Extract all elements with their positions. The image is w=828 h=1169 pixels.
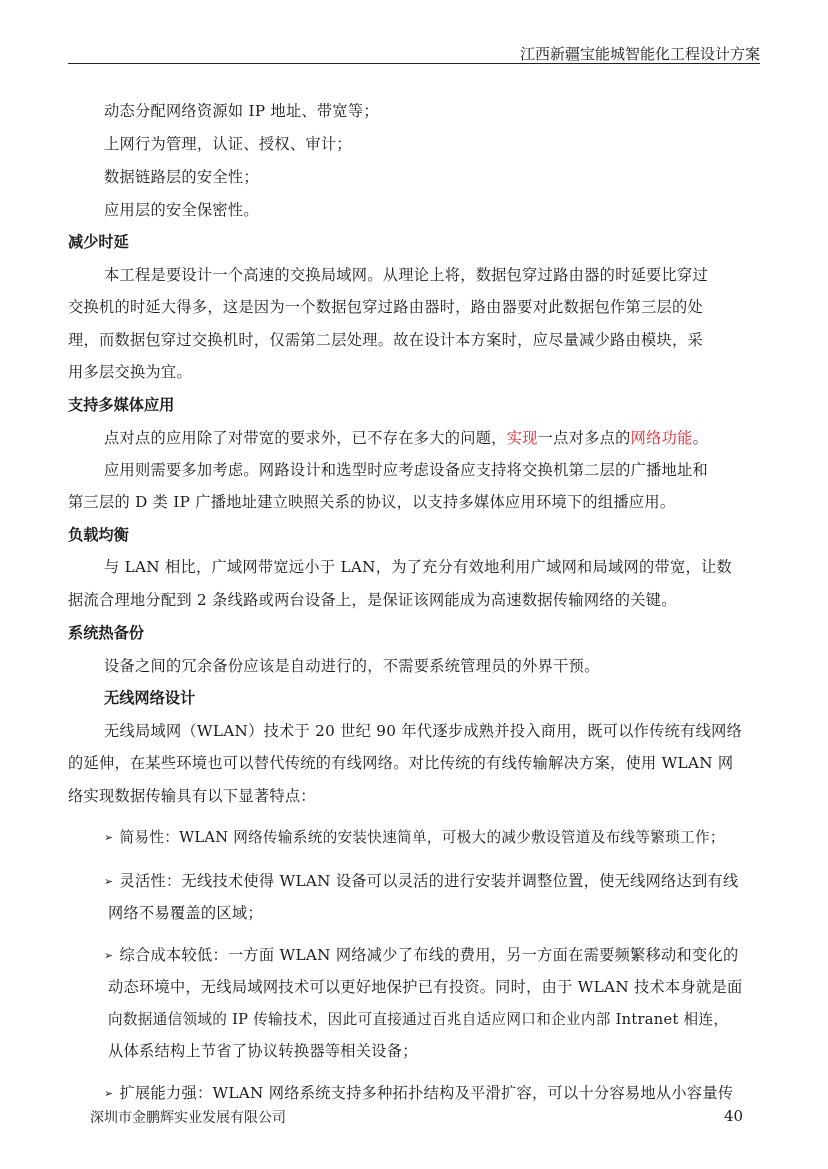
section-heading: 系统热备份 — [68, 624, 144, 642]
text-line: 从体系结构上节省了协议转换器等相关设备； — [108, 1042, 418, 1060]
header-rule — [68, 63, 760, 64]
page-number: 40 — [724, 1107, 744, 1125]
list-item — [104, 944, 739, 965]
text-line: 络实现数据传输具有以下显著特点： — [68, 787, 316, 805]
text-line: 应用层的安全保密性。 — [104, 201, 259, 219]
arrow-bullet-icon: ➢ — [104, 949, 114, 962]
text-segment: 。 — [692, 429, 709, 447]
section-heading: 减少时延 — [68, 233, 129, 251]
section-heading: 无线网络设计 — [104, 689, 196, 707]
arrow-bullet-icon: ➢ — [104, 831, 114, 844]
text-segment: 点对点的应用除了对带宽的要求外，已不存在多大的问题， — [104, 429, 507, 447]
text-line: 与 LAN 相比，广域网带宽远小于 LAN，为了充分有效地利用广域网和局域网的带宽，让数 — [104, 558, 732, 576]
highlight-text: 网络功能 — [630, 429, 693, 447]
arrow-bullet-icon: ➢ — [104, 875, 114, 888]
text-line: 网络不易覆盖的区域； — [108, 904, 263, 922]
text-line: 的延伸，在某些环境也可以替代传统的有线网络。对比传统的有线传输解决方案，使用 WLAN 网 — [68, 754, 734, 772]
list-item-text: 扩展能力强：WLAN 网络系统支持多种拓扑结构及平滑扩容，可以十分容易地从小容量传 — [119, 1084, 734, 1102]
header-title: 江西新疆宝能城智能化工程设计方案 — [519, 45, 760, 63]
section-heading: 支持多媒体应用 — [68, 396, 175, 414]
list-item — [104, 870, 739, 891]
text-line: 数据链路层的安全性； — [104, 168, 259, 186]
text-line: 理，而数据包穿过交换机时，仅需第二层处理。故在设计本方案时，应尽量减少路由模块，采 — [68, 331, 703, 349]
text-line: 设备之间的冗余备份应该是自动进行的，不需要系统管理员的外界干预。 — [104, 657, 600, 675]
text-line: 动态环境中，无线局域网技术可以更好地保护已有投资。同时，由于 WLAN 技术本身就是面 — [108, 978, 743, 996]
text-line: 用多层交换为宜。 — [68, 363, 192, 381]
text-line: 交换机的时延大得多，这是因为一个数据包穿过路由器时，路由器要对此数据包作第三层的处 — [68, 298, 703, 316]
highlight-text: 实现 — [506, 429, 538, 447]
section-heading: 负载均衡 — [68, 526, 129, 544]
list-item-text: 简易性：WLAN 网络传输系统的安装快速简单，可极大的减少敷设管道及布线等繁琐工作； — [119, 829, 725, 846]
text-line: 应用则需要多加考虑。网路设计和选型时应考虑设备应支持将交换机第二层的广播地址和 — [104, 461, 709, 479]
list-item — [104, 1082, 733, 1103]
list-item-text: 综合成本较低：一方面 WLAN 网络减少了布线的费用，另一方面在需要频繁移动和变化的 — [119, 946, 739, 964]
arrow-bullet-icon: ➢ — [104, 1087, 114, 1100]
list-item-text: 灵活性：无线技术使得 WLAN 设备可以灵活的进行安装并调整位置，使无线网络达到有线 — [119, 872, 739, 890]
text-line: 无线局域网（WLAN）技术于 20 世纪 90 年代逐步成熟并投入商用，既可以作传统有线网络 — [104, 722, 743, 740]
text-line: 本工程是要设计一个高速的交换局域网。从理论上将，数据包穿过路由器的时延要比穿过 — [104, 266, 709, 284]
text-segment: 一点对多点的 — [537, 429, 631, 447]
text-line — [104, 427, 708, 448]
text-line: 向数据通信领域的 IP 传输技术，因此可直接通过百兆自适应网口和企业内部 Intranet 相连， — [108, 1011, 729, 1028]
footer-company: 深圳市金鹏辉实业发展有限公司 — [90, 1110, 286, 1126]
list-item — [104, 826, 725, 847]
text-line: 动态分配网络资源如 IP 地址、带宽等； — [104, 102, 379, 120]
text-line: 据流合理地分配到 2 条线路或两台设备上，是保证该网能成为高速数据传输网络的关键。 — [68, 591, 677, 609]
text-line: 上网行为管理，认证、授权、审计； — [104, 135, 352, 153]
text-line: 第三层的 D 类 IP 广播地址建立映照关系的协议，以支持多媒体应用环境下的组播应用。 — [68, 493, 676, 511]
